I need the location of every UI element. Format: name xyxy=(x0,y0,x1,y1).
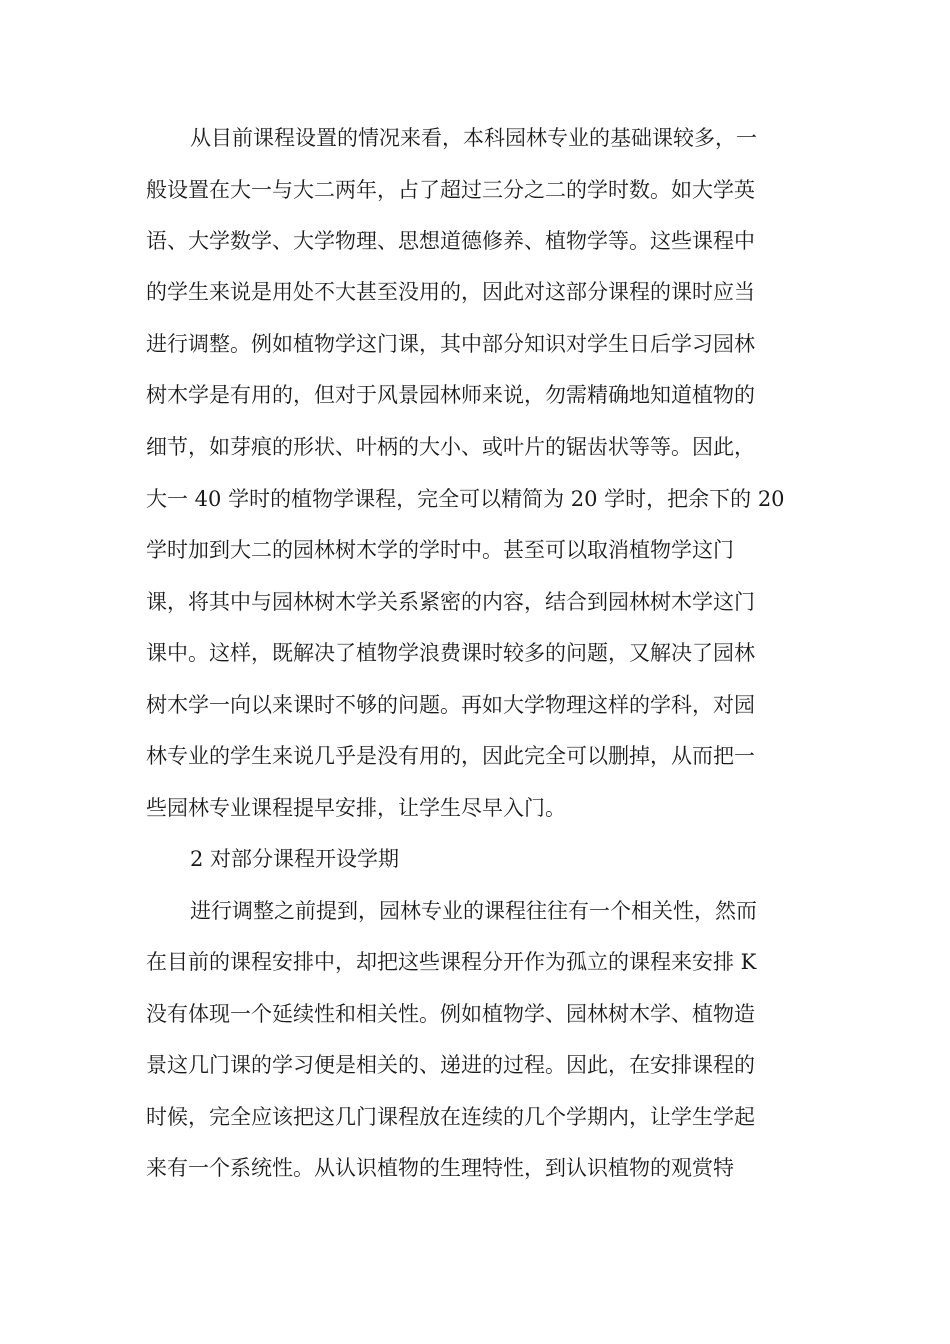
paragraph-1-line-11: 课中。这样，既解决了植物学浪费课时较多的问题，又解决了园林 xyxy=(146,641,755,665)
paragraph-1-line-8: 大一 40 学时的植物学课程，完全可以精简为 20 学时，把余下的 20 xyxy=(146,487,785,511)
paragraph-2-line-5: 时候，完全应该把这几门课程放在连续的几个学期内，让学生学起 xyxy=(146,1105,755,1129)
paragraph-2-line-4: 景这几门课的学习便是相关的、递进的过程。因此，在安排课程的 xyxy=(146,1053,755,1077)
paragraph-1-line-7: 细节，如芽痕的形状、叶柄的大小、或叶片的锯齿状等等。因此， xyxy=(146,435,755,459)
paragraph-1-line-3: 语、大学数学、大学物理、思想道德修养、植物学等。这些课程中 xyxy=(146,229,755,253)
section-heading: 2 对部分课程开设学期 xyxy=(190,847,400,871)
paragraph-2-line-3: 没有体现一个延续性和相关性。例如植物学、园林树木学、植物造 xyxy=(146,1002,755,1026)
paragraph-1-line-4: 的学生来说是用处不大甚至没用的，因此对这部分课程的课时应当 xyxy=(146,280,755,304)
paragraph-1-line-10: 课，将其中与园林树木学关系紧密的内容，结合到园林树木学这门 xyxy=(146,590,755,614)
paragraph-1-line-13: 林专业的学生来说几乎是没有用的，因此完全可以删掉，从而把一 xyxy=(146,744,755,768)
paragraph-1-line-1: 从目前课程设置的情况来看，本科园林专业的基础课较多，一 xyxy=(190,126,757,150)
paragraph-1-line-12: 树木学一向以来课时不够的问题。再如大学物理这样的学科，对园 xyxy=(146,693,755,717)
paragraph-2-line-6: 来有一个系统性。从认识植物的生理特性，到认识植物的观赏特 xyxy=(146,1156,734,1180)
paragraph-1-line-14: 些园林专业课程提早安排，让学生尽早入门。 xyxy=(146,796,566,820)
paragraph-1-line-9: 学时加到大二的园林树木学的学时中。甚至可以取消植物学这门 xyxy=(146,538,734,562)
paragraph-1-line-5: 进行调整。例如植物学这门课，其中部分知识对学生日后学习园林 xyxy=(146,332,755,356)
paragraph-1-line-2: 般设置在大一与大二两年，占了超过三分之二的学时数。如大学英 xyxy=(146,178,755,202)
paragraph-2-line-1: 进行调整之前提到，园林专业的课程往往有一个相关性，然而 xyxy=(190,899,757,923)
paragraph-1-line-6: 树木学是有用的，但对于风景园林师来说，勿需精确地知道植物的 xyxy=(146,383,755,407)
paragraph-2-line-2: 在目前的课程安排中，却把这些课程分开作为孤立的课程来安排 K xyxy=(146,950,757,974)
